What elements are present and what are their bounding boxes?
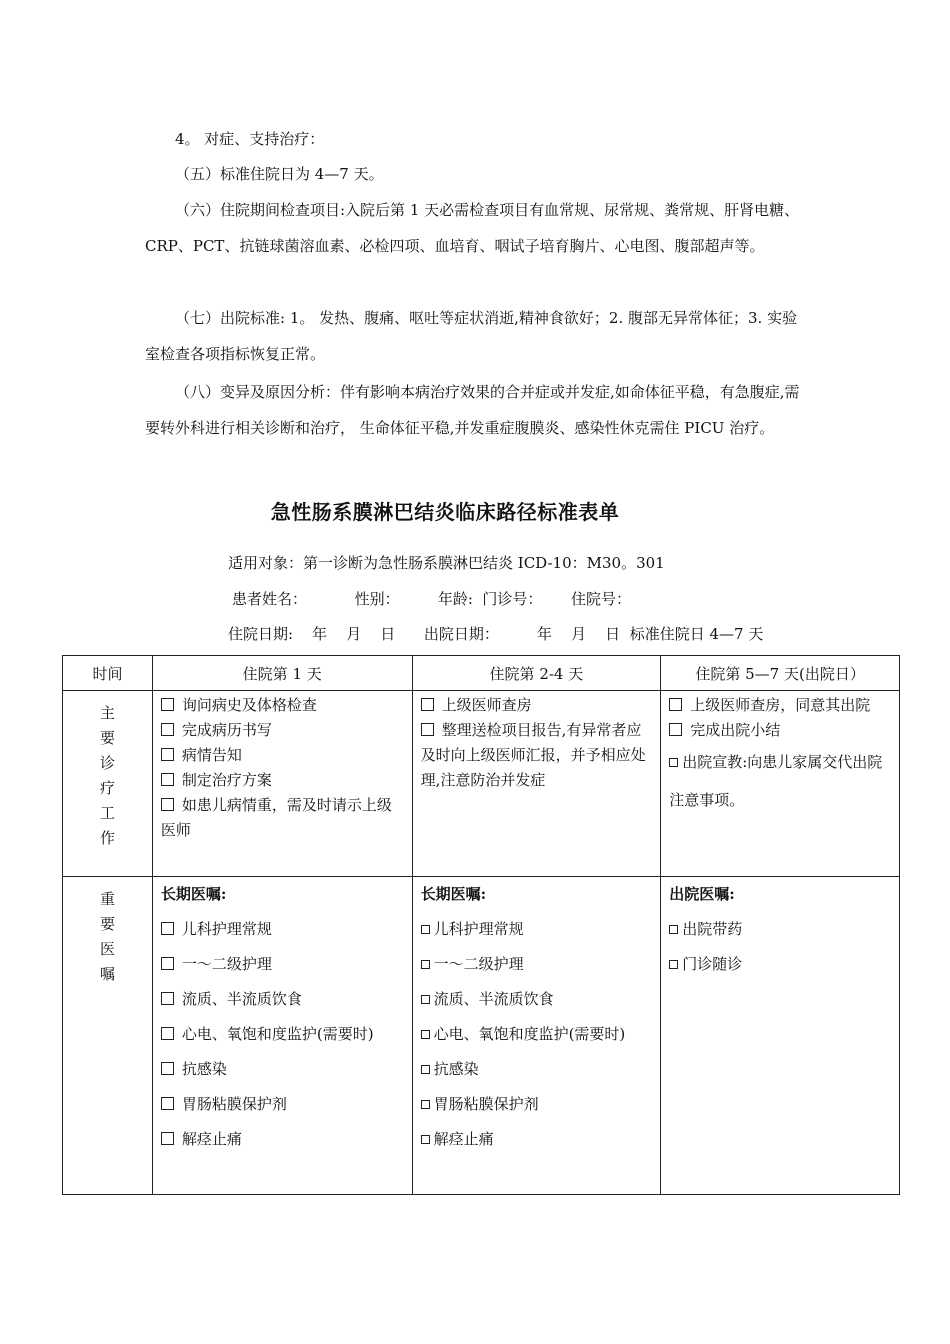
list-item [421,718,655,793]
list-item [421,1052,655,1087]
date-line: 住院日期: 年 月 日 出院日期： 年 月 日 标准住院日 4—7 天 [228,625,764,643]
checkbox[interactable] [669,758,678,767]
row-label-main-work [63,691,153,877]
list-item [161,1052,406,1087]
list-item [161,912,406,947]
checkbox[interactable] [421,723,434,736]
intro-text-4: （七）出院标准: 1。 发热、腹痛、呕吐等症状消逝,精神食欲好；2. 腹部无异常体征；3. 实验室检查各项指标恢复正常。 [145,309,798,363]
row-label-char: 作 [99,829,115,847]
list-item [669,718,893,743]
intro-paragraph-2 [145,156,807,192]
list-item [669,693,893,718]
orders-heading: 长期医嘱: [160,885,227,903]
list-item [421,693,655,718]
item-text: 抗感染 [433,1060,479,1078]
item-text: 心电、氧饱和度监护(需要时) [433,1025,626,1043]
checkbox[interactable] [421,925,430,934]
header-day2: 住院第 2-4 天 [412,656,661,691]
checkbox[interactable] [421,1135,430,1144]
list-item [161,693,406,718]
list-item [421,947,655,982]
item-text: 门诊随诊 [682,955,743,973]
intro-text-5: （八）变异及原因分析：伴有影响本病治疗效果的合并症或并发症,如命体征平稳，有急腹症,需要转外科进行相关诊断和治疗， 生命体征平稳,并发重症腹膜炎、感染性休克需住 PICU 治疗。 [145,383,800,437]
table-row-main-work [63,691,900,877]
main-work-day2 [412,691,661,877]
item-text: 完成病历书写 [181,721,272,739]
item-text: 上级医师查房 [441,696,532,714]
checkbox[interactable] [669,698,682,711]
checkbox[interactable] [161,1062,174,1075]
intro-paragraph-1 [145,121,807,157]
list-item [161,1122,406,1157]
intro-paragraph-4 [145,300,807,372]
header-day1: 住院第 1 天 [152,656,412,691]
list-item [421,1017,655,1052]
checkbox[interactable] [421,698,434,711]
list-item [421,982,655,1017]
list-item [669,912,893,947]
intro-text-3: （六）住院期间检查项目:入院后第 1 天必需检查项目有血常规、尿常规、粪常规、肝肾电糖、CRP、PCT、抗链球菌溶血素、必检四项、血培育、咽试子培育胸片、心电图、腹部超声等。 [145,201,800,255]
row-label-char: 疗 [99,779,115,797]
table-header-row [63,656,900,691]
checkbox[interactable] [421,960,430,969]
checkbox[interactable] [669,723,682,736]
row-label-char: 医 [99,940,115,958]
item-text: 一～二级护理 [433,955,524,973]
item-text: 流质、半流质饮食 [181,990,302,1008]
item-text: 制定治疗方案 [181,771,272,789]
item-text: 出院带药 [682,920,743,938]
main-work-day3 [661,691,900,877]
list-item [161,718,406,743]
item-text: 儿科护理常规 [181,920,272,938]
header-day3: 住院第 5—7 天(出院日） [661,656,900,691]
list-item [161,1017,406,1052]
checkbox[interactable] [421,1065,430,1074]
item-text: 抗感染 [181,1060,227,1078]
orders-day2 [412,877,661,1195]
row-label-char: 要 [99,915,115,933]
checkbox[interactable] [161,773,174,786]
row-label-char: 主 [99,704,115,722]
list-item [421,1087,655,1122]
item-text: 流质、半流质饮食 [433,990,554,1008]
checkbox[interactable] [421,1030,430,1039]
item-text: 出院宣教:向患儿家属交代出院注意事项。 [669,753,883,809]
row-label-orders [63,877,153,1195]
item-text: 询问病史及体格检查 [181,696,317,714]
list-item [161,947,406,982]
row-label-char: 要 [99,729,115,747]
orders-heading: 出院医嘱: [669,885,735,903]
checkbox[interactable] [161,1097,174,1110]
intro-paragraph-3 [145,192,807,264]
checkbox[interactable] [669,925,678,934]
item-text: 整理送检项目报告,有异常者应及时向上级医师汇报，并予相应处理,注意防治并发症 [420,721,646,789]
checkbox[interactable] [161,992,174,1005]
list-item [161,1087,406,1122]
orders-day1 [152,877,412,1195]
checkbox[interactable] [161,957,174,970]
checkbox[interactable] [161,723,174,736]
checkbox[interactable] [421,1100,430,1109]
checkbox[interactable] [669,960,678,969]
list-item [161,768,406,793]
list-item [161,793,406,843]
main-work-day1 [152,691,412,877]
item-text: 解痉止痛 [433,1130,494,1148]
checkbox[interactable] [161,1132,174,1145]
list-item [669,947,893,982]
item-text: 解痉止痛 [181,1130,242,1148]
checkbox[interactable] [161,922,174,935]
checkbox[interactable] [421,995,430,1004]
list-item [669,743,893,819]
list-item [161,982,406,1017]
item-text: 胃肠粘膜保护剂 [433,1095,539,1113]
item-text: 病情告知 [181,746,242,764]
checkbox[interactable] [161,698,174,711]
checkbox[interactable] [161,1027,174,1040]
row-label-char: 重 [99,890,115,908]
row-label-char: 嘱 [99,965,115,983]
checkbox[interactable] [161,748,174,761]
item-text: 如患儿病情重，需及时请示上级医师 [160,796,392,839]
item-text: 上级医师查房，同意其出院 [690,696,871,714]
item-text: 儿科护理常规 [433,920,524,938]
item-text: 心电、氧饱和度监护(需要时) [181,1025,374,1043]
table-row-orders [63,877,900,1195]
clinical-path-table [62,655,900,1195]
form-title: 急性肠系膜淋巴结炎临床路径标准表单 [270,500,620,524]
patient-info-line: 患者姓名： 性别： 年龄: 门诊号： 住院号： [232,590,632,608]
list-item [421,1122,655,1157]
applies-to-line: 适用对象：第一诊断为急性肠系膜淋巴结炎 ICD-10：M30。301 [228,554,665,572]
checkbox[interactable] [161,798,174,811]
orders-day3 [661,877,900,1195]
row-label-char: 工 [99,804,115,822]
list-item [161,743,406,768]
item-text: 一～二级护理 [181,955,272,973]
intro-text-1: 4。 对症、支持治疗： [175,130,325,148]
header-time: 时间 [63,656,153,691]
intro-paragraph-5 [145,374,807,446]
list-item [421,912,655,947]
item-text: 胃肠粘膜保护剂 [181,1095,287,1113]
orders-heading: 长期医嘱: [420,885,487,903]
intro-text-2: （五）标准住院日为 4—7 天。 [175,165,384,183]
item-text: 完成出院小结 [690,721,781,739]
row-label-char: 诊 [99,754,115,772]
